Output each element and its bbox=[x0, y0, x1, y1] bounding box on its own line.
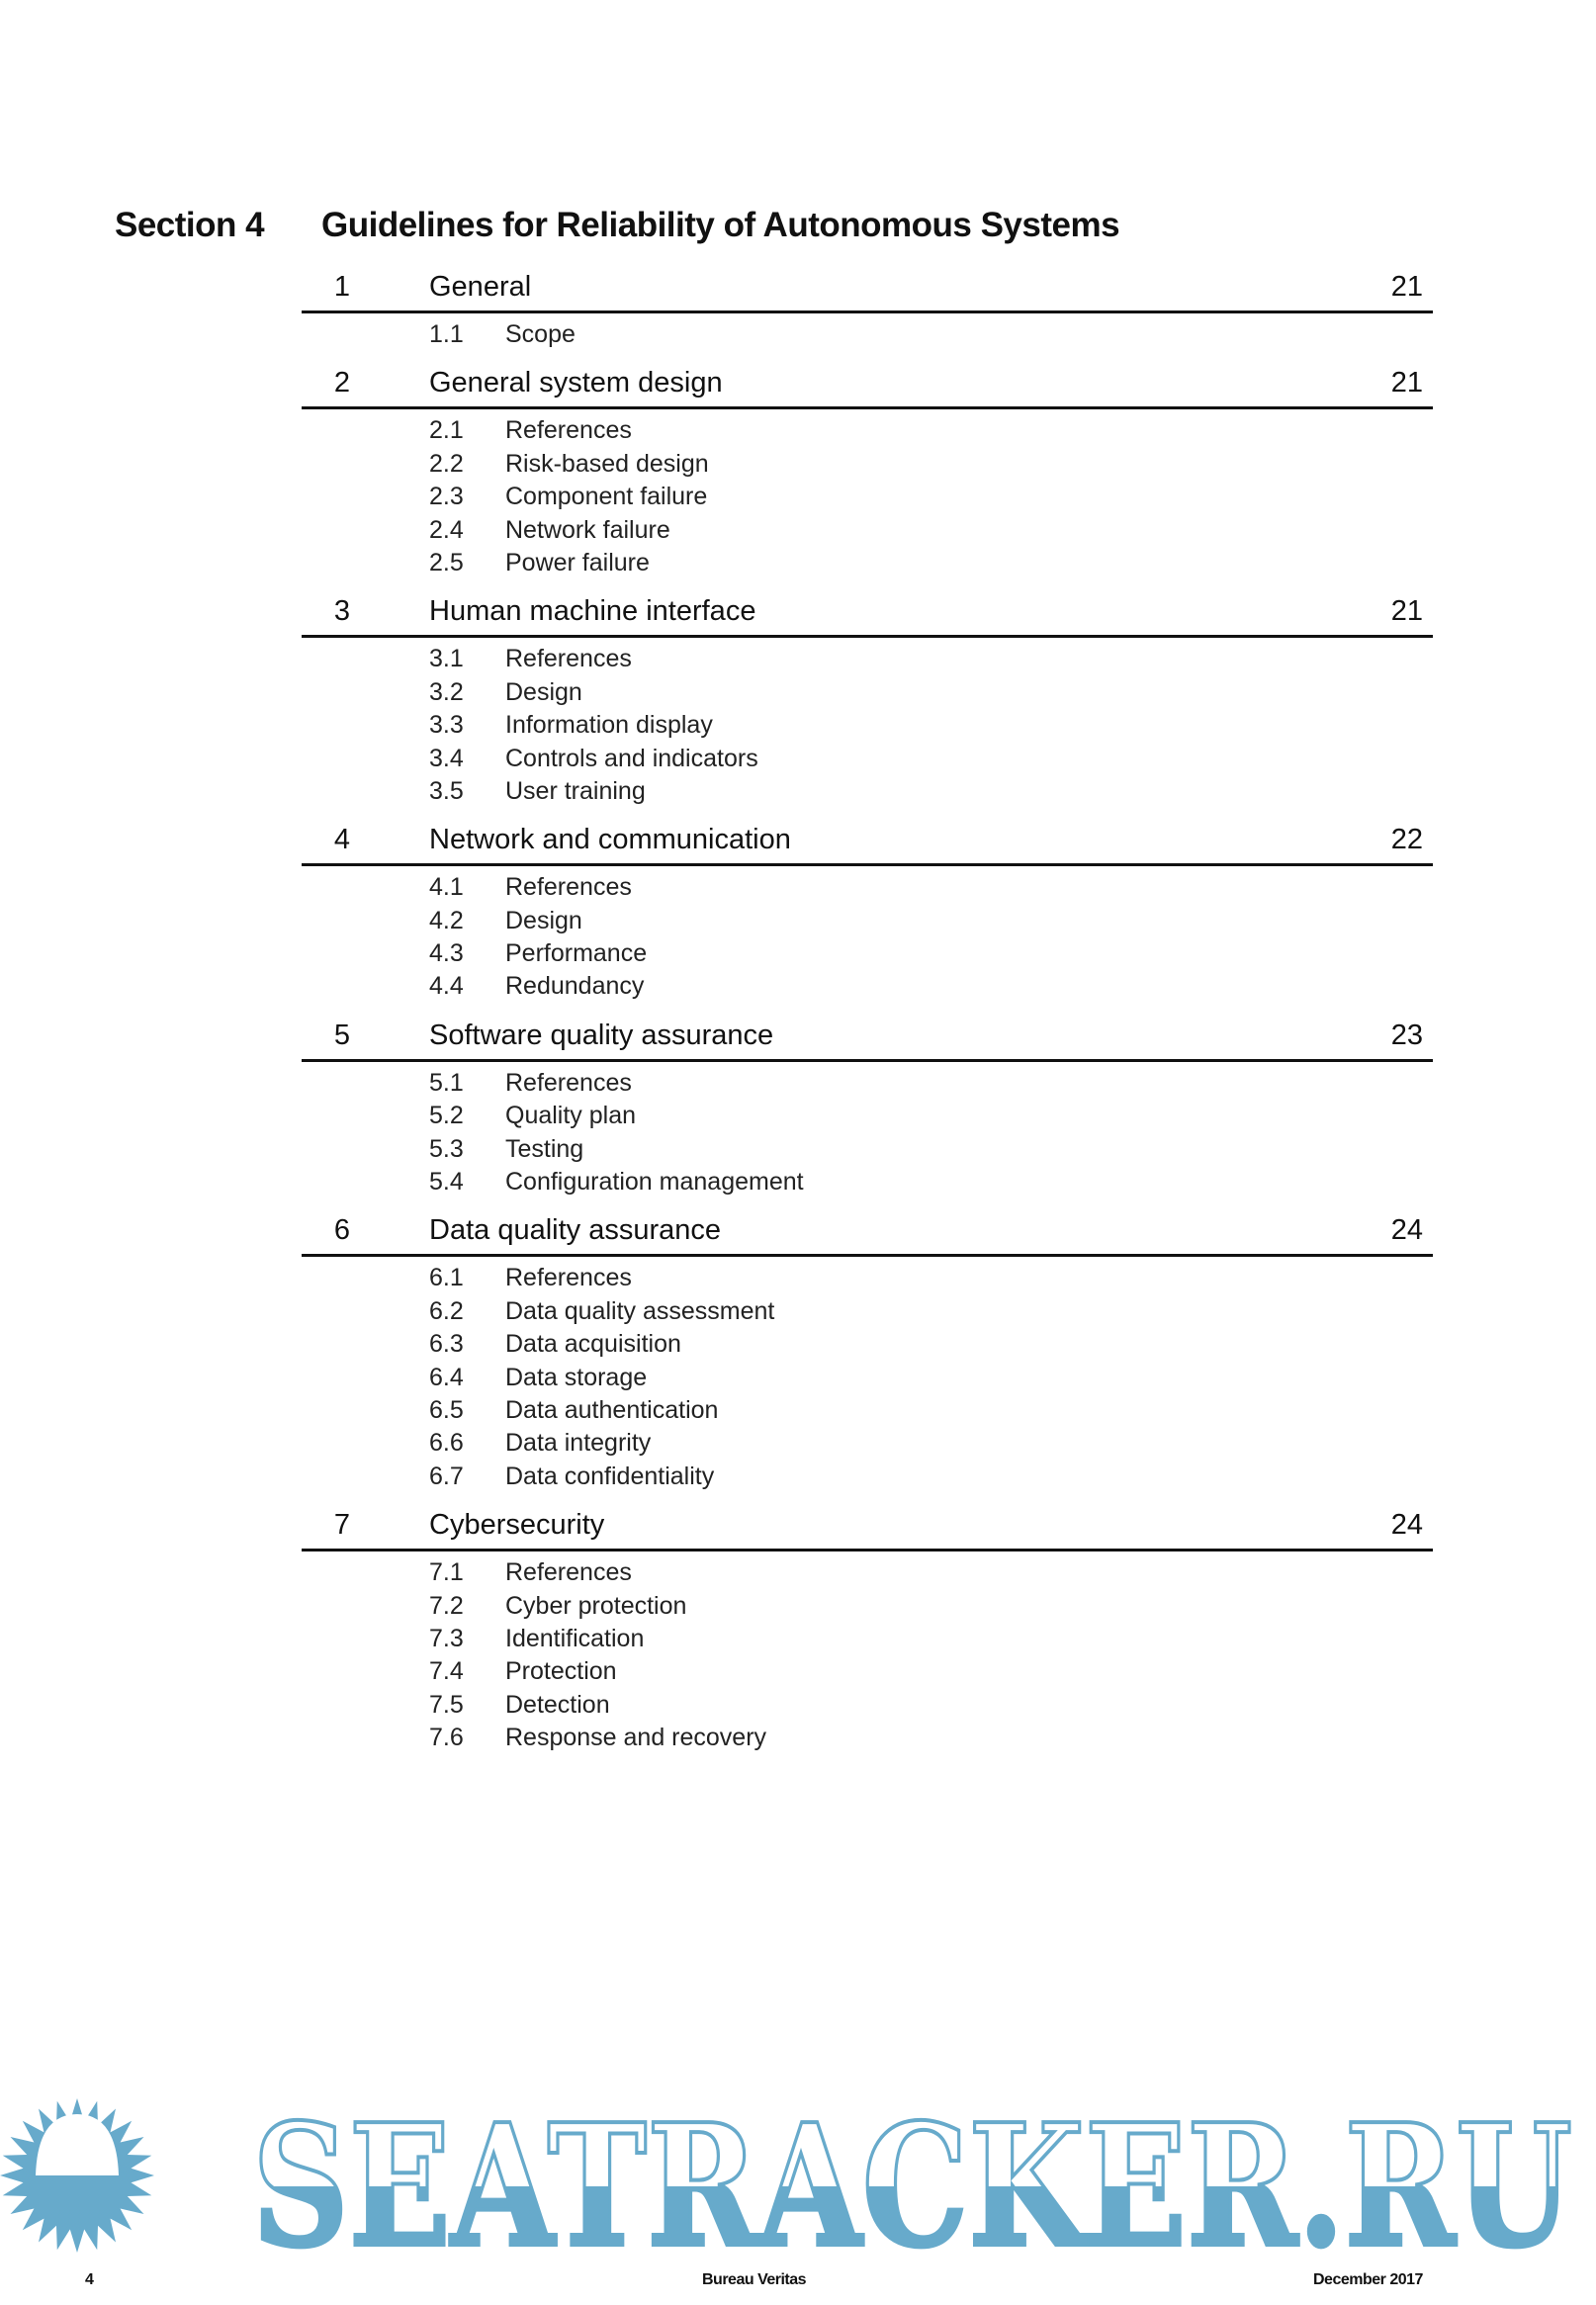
subsection-title: References bbox=[505, 1264, 632, 1292]
heading-page: 21 bbox=[1390, 367, 1423, 399]
subsection-number: 2.3 bbox=[429, 483, 464, 511]
subsection-item[interactable] bbox=[302, 1100, 1433, 1132]
subsection-title: References bbox=[505, 645, 632, 673]
heading-title: Data quality assurance bbox=[429, 1214, 721, 1247]
subsection-title: Risk-based design bbox=[505, 449, 709, 478]
toc-heading[interactable] bbox=[302, 270, 1433, 304]
subsection-number: 5.1 bbox=[429, 1068, 464, 1097]
subsection-list bbox=[302, 318, 1433, 351]
subsection-item[interactable] bbox=[302, 775, 1433, 808]
subsection-title: Performance bbox=[505, 939, 648, 968]
subsection-number: 6.4 bbox=[429, 1363, 464, 1391]
subsection-item[interactable] bbox=[302, 1362, 1433, 1394]
toc-heading[interactable] bbox=[302, 366, 1433, 399]
subsection-item[interactable] bbox=[302, 1262, 1433, 1294]
subsection-number: 7.6 bbox=[429, 1724, 464, 1752]
subsection-number: 2.2 bbox=[429, 449, 464, 478]
heading-rule bbox=[302, 1549, 1433, 1551]
subsection-title: References bbox=[505, 1068, 632, 1097]
subsection-title: Quality plan bbox=[505, 1102, 637, 1130]
subsection-title: Testing bbox=[505, 1134, 584, 1163]
watermark-text: SEATRACKER.RU bbox=[252, 2087, 1572, 2264]
subsection-number: 4.2 bbox=[429, 906, 464, 934]
subsection-number: 7.2 bbox=[429, 1591, 464, 1620]
heading-title: Cybersecurity bbox=[429, 1509, 605, 1542]
subsection-item[interactable] bbox=[302, 1067, 1433, 1100]
subsection-title: Protection bbox=[505, 1657, 617, 1686]
subsection-item[interactable] bbox=[302, 1623, 1433, 1655]
subsection-title: Detection bbox=[505, 1690, 610, 1719]
subsection-number: 5.2 bbox=[429, 1102, 464, 1130]
heading-number: 7 bbox=[333, 1509, 351, 1542]
subsection-item[interactable] bbox=[302, 709, 1433, 742]
subsection-title: Configuration management bbox=[505, 1168, 804, 1197]
heading-page: 22 bbox=[1390, 824, 1423, 856]
subsection-title: References bbox=[505, 1558, 632, 1587]
subsection-number: 3.1 bbox=[429, 645, 464, 673]
subsection-item[interactable] bbox=[302, 547, 1433, 579]
subsection-item[interactable] bbox=[302, 481, 1433, 513]
subsection-item[interactable] bbox=[302, 414, 1433, 447]
subsection-number: 4.3 bbox=[429, 939, 464, 968]
subsection-number: 4.1 bbox=[429, 873, 464, 902]
subsection-item[interactable] bbox=[302, 1655, 1433, 1688]
subsection-list bbox=[302, 871, 1433, 1004]
subsection-number: 6.5 bbox=[429, 1395, 464, 1424]
subsection-item[interactable] bbox=[302, 676, 1433, 709]
seatracker-watermark bbox=[0, 2067, 1596, 2264]
heading-page: 21 bbox=[1390, 595, 1423, 628]
subsection-number: 5.3 bbox=[429, 1134, 464, 1163]
subsection-list bbox=[302, 643, 1433, 808]
heading-number: 2 bbox=[333, 367, 351, 399]
subsection-item[interactable] bbox=[302, 937, 1433, 970]
subsection-title: Data acquisition bbox=[505, 1330, 681, 1359]
subsection-item[interactable] bbox=[302, 1590, 1433, 1623]
subsection-list bbox=[302, 1262, 1433, 1493]
heading-page: 24 bbox=[1390, 1214, 1423, 1247]
subsection-title: Data integrity bbox=[505, 1429, 652, 1458]
subsection-number: 3.2 bbox=[429, 677, 464, 706]
heading-rule bbox=[302, 406, 1433, 409]
subsection-list bbox=[302, 1556, 1433, 1754]
subsection-title: Power failure bbox=[505, 548, 650, 576]
subsection-title: Controls and indicators bbox=[505, 744, 758, 772]
subsection-title: Scope bbox=[505, 320, 576, 348]
subsection-title: References bbox=[505, 416, 632, 445]
subsection-number: 3.4 bbox=[429, 744, 464, 772]
heading-title: General system design bbox=[429, 367, 723, 399]
subsection-item[interactable] bbox=[302, 1133, 1433, 1166]
subsection-title: Response and recovery bbox=[505, 1724, 767, 1752]
section-title: Guidelines for Reliability of Autonomous Systems bbox=[321, 206, 1120, 244]
subsection-title: Design bbox=[505, 677, 582, 706]
subsection-number: 7.5 bbox=[429, 1690, 464, 1719]
subsection-number: 7.1 bbox=[429, 1558, 464, 1587]
heading-title: Human machine interface bbox=[429, 595, 756, 628]
heading-page: 23 bbox=[1390, 1019, 1423, 1051]
heading-title: Network and communication bbox=[429, 824, 791, 856]
subsection-title: Redundancy bbox=[505, 972, 645, 1001]
toc-heading[interactable] bbox=[302, 1019, 1433, 1052]
heading-rule bbox=[302, 310, 1433, 313]
subsection-title: Data storage bbox=[505, 1363, 648, 1391]
subsection-list bbox=[302, 414, 1433, 579]
subsection-number: 2.4 bbox=[429, 515, 464, 544]
subsection-title: Design bbox=[505, 906, 582, 934]
subsection-title: Data authentication bbox=[505, 1395, 719, 1424]
subsection-item[interactable] bbox=[302, 1461, 1433, 1493]
heading-rule bbox=[302, 635, 1433, 638]
subsection-number: 3.3 bbox=[429, 711, 464, 740]
subsection-item[interactable] bbox=[302, 1166, 1433, 1198]
footer-page-number: 4 bbox=[85, 2271, 94, 2288]
sunburst-icon bbox=[0, 2098, 154, 2253]
subsection-item[interactable] bbox=[302, 514, 1433, 547]
heading-title: Software quality assurance bbox=[429, 1019, 774, 1051]
subsection-item[interactable] bbox=[302, 448, 1433, 481]
subsection-number: 2.5 bbox=[429, 548, 464, 576]
heading-number: 3 bbox=[333, 595, 351, 628]
heading-rule bbox=[302, 1254, 1433, 1257]
subsection-number: 5.4 bbox=[429, 1168, 464, 1197]
subsection-item[interactable] bbox=[302, 1556, 1433, 1589]
subsection-item[interactable] bbox=[302, 1295, 1433, 1328]
footer-date: December 2017 bbox=[1313, 2271, 1423, 2288]
heading-rule bbox=[302, 1059, 1433, 1062]
subsection-list bbox=[302, 1067, 1433, 1199]
subsection-number: 3.5 bbox=[429, 776, 464, 805]
heading-title: General bbox=[429, 271, 532, 303]
subsection-number: 6.7 bbox=[429, 1462, 464, 1490]
heading-page: 21 bbox=[1390, 271, 1423, 303]
heading-page: 24 bbox=[1390, 1509, 1423, 1542]
subsection-item[interactable] bbox=[302, 871, 1433, 904]
subsection-number: 7.4 bbox=[429, 1657, 464, 1686]
subsection-title: Identification bbox=[505, 1624, 645, 1652]
subsection-number: 6.1 bbox=[429, 1264, 464, 1292]
subsection-title: User training bbox=[505, 776, 646, 805]
heading-number: 6 bbox=[333, 1214, 351, 1247]
heading-number: 5 bbox=[333, 1019, 351, 1051]
subsection-number: 6.6 bbox=[429, 1429, 464, 1458]
subsection-item[interactable] bbox=[302, 1689, 1433, 1722]
subsection-item[interactable] bbox=[302, 905, 1433, 937]
table-of-contents bbox=[302, 270, 1433, 1770]
subsection-item[interactable] bbox=[302, 1328, 1433, 1361]
subsection-title: Data quality assessment bbox=[505, 1296, 775, 1325]
heading-rule bbox=[302, 863, 1433, 866]
subsection-number: 4.4 bbox=[429, 972, 464, 1001]
subsection-number: 1.1 bbox=[429, 320, 464, 348]
subsection-title: Network failure bbox=[505, 515, 670, 544]
heading-number: 1 bbox=[333, 271, 351, 303]
subsection-title: Component failure bbox=[505, 483, 708, 511]
subsection-title: References bbox=[505, 873, 632, 902]
subsection-item[interactable] bbox=[302, 643, 1433, 675]
subsection-item[interactable] bbox=[302, 1722, 1433, 1754]
subsection-item[interactable] bbox=[302, 743, 1433, 775]
toc-heading[interactable] bbox=[302, 1508, 1433, 1542]
subsection-item[interactable] bbox=[302, 1427, 1433, 1460]
subsection-number: 6.2 bbox=[429, 1296, 464, 1325]
toc-heading[interactable] bbox=[302, 823, 1433, 856]
heading-number: 4 bbox=[333, 824, 351, 856]
subsection-number: 2.1 bbox=[429, 416, 464, 445]
subsection-number: 6.3 bbox=[429, 1330, 464, 1359]
toc-heading[interactable] bbox=[302, 1213, 1433, 1247]
section-label: Section 4 bbox=[115, 206, 265, 244]
subsection-title: Information display bbox=[505, 711, 713, 740]
subsection-title: Data confidentiality bbox=[505, 1462, 715, 1490]
toc-heading[interactable] bbox=[302, 594, 1433, 628]
subsection-title: Cyber protection bbox=[505, 1591, 687, 1620]
subsection-item[interactable] bbox=[302, 970, 1433, 1003]
subsection-item[interactable] bbox=[302, 1394, 1433, 1427]
subsection-item[interactable] bbox=[302, 318, 1433, 351]
footer-publisher: Bureau Veritas bbox=[702, 2271, 807, 2288]
subsection-number: 7.3 bbox=[429, 1624, 464, 1652]
